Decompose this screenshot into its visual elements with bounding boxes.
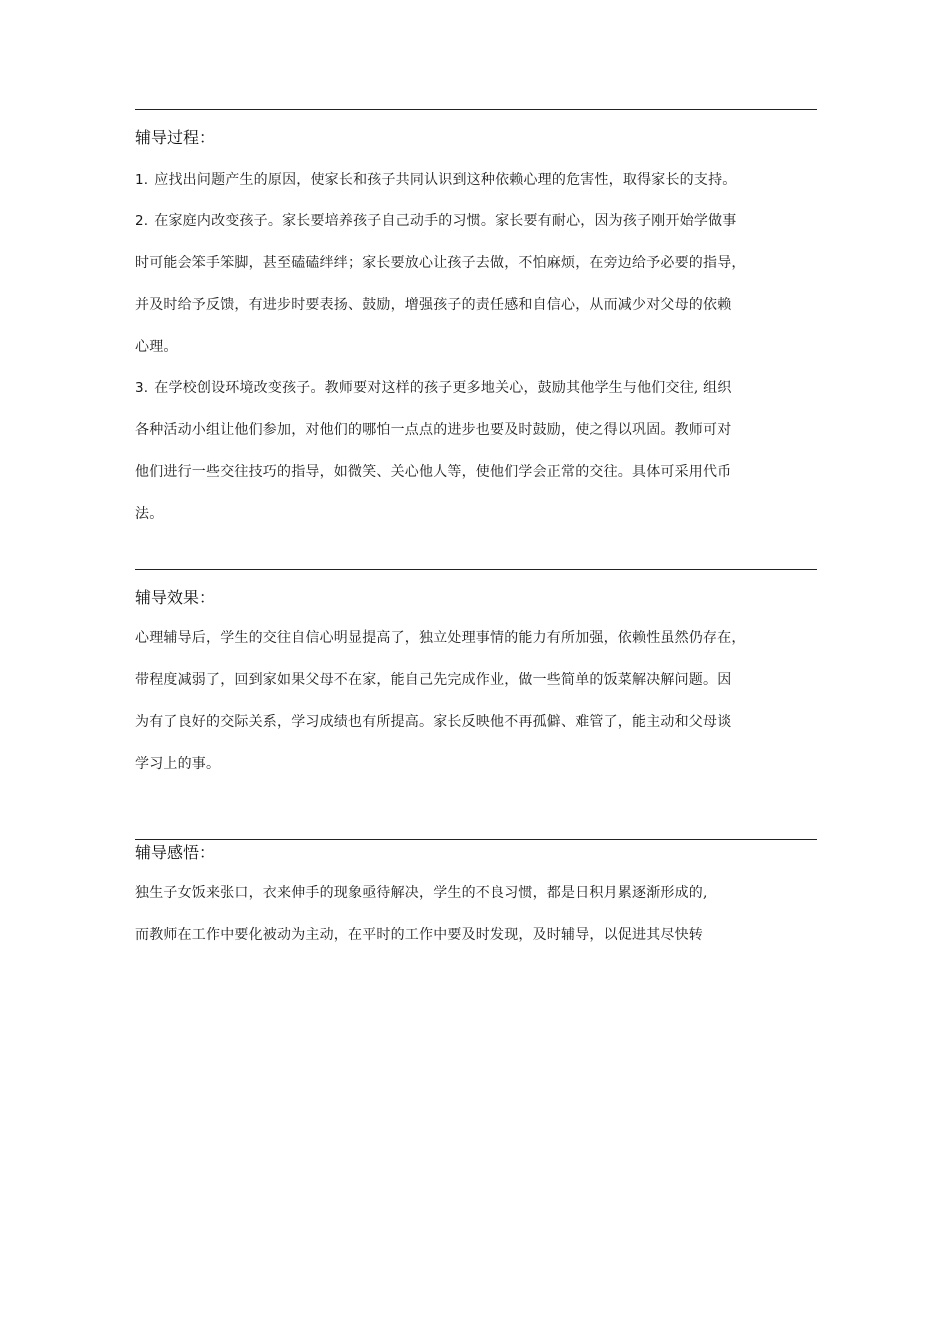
- effect-line-2: 带程度减弱了，回到家如果父母不在家，能自己先完成作业，做一些简单的饭菜解决解问题。因: [135, 672, 732, 688]
- process-item-2-line-3: 并及时给予反馈，有进步时要表扬、鼓励，增强孩子的责任感和自信心，从而减少对父母的依赖: [135, 297, 732, 313]
- section-divider-insight: [135, 839, 817, 840]
- process-item-3-line-3: 他们进行一些交往技巧的指导，如微笑、关心他人等，使他们学会正常的交往。具体可采用代币: [135, 464, 732, 480]
- section-heading-process: 辅导过程：: [135, 128, 216, 147]
- process-item-3-line-1: 3. 在学校创设环境改变孩子。教师要对这样的孩子更多地关心，鼓励其他学生与他们交往, 组织: [135, 380, 732, 396]
- section-heading-effect: 辅导效果：: [135, 588, 216, 607]
- effect-line-1: 心理辅导后，学生的交往自信心明显提高了，独立处理事情的能力有所加强，依赖性虽然仍存在，: [135, 630, 746, 646]
- insight-line-2: 而教师在工作中要化被动为主动，在平时的工作中要及时发现，及时辅导，以促进其尽快转: [135, 927, 703, 943]
- effect-line-4: 学习上的事。: [135, 756, 221, 772]
- process-item-2-line-4: 心理。: [135, 339, 178, 355]
- process-item-3: [135, 367, 817, 535]
- process-item-1-number: 1.: [135, 172, 149, 188]
- insight-line-1: 独生子女饭来张口，衣来伸手的现象亟待解决，学生的不良习惯，都是日积月累逐渐形成的,: [135, 885, 708, 901]
- process-item-3-line-2: 各种活动小组让他们参加，对他们的哪怕一点点的进步也要及时鼓励，使之得以巩固。教师可对: [135, 422, 732, 438]
- process-item-1-line: 1. 应找出问题产生的原因，使家长和孩子共同认识到这种依赖心理的危害性，取得家长的支持。: [135, 172, 737, 188]
- effect-line-3: 为有了良好的交际关系，学习成绩也有所提高。家长反映他不再孤僻、难管了，能主动和父母谈: [135, 714, 732, 730]
- section-heading-insight: 辅导感悟：: [135, 843, 216, 862]
- process-item-2: [135, 200, 817, 368]
- section-divider-process: [135, 109, 817, 110]
- effect-paragraph: [135, 617, 817, 785]
- process-item-2-line-1: 2. 在家庭内改变孩子。家长要培养孩子自己动手的习惯。家长要有耐心，因为孩子刚开始学做事: [135, 213, 737, 229]
- process-item-1: [135, 159, 817, 201]
- process-item-2-number: 2.: [135, 213, 149, 229]
- section-divider-effect: [135, 569, 817, 570]
- process-item-2-line-2: 时可能会笨手笨脚，甚至磕磕绊绊；家长要放心让孩子去做，不怕麻烦，在旁边给予必要的指导，: [135, 255, 746, 271]
- process-item-3-number: 3.: [135, 380, 149, 396]
- process-item-3-line-4: 法。: [135, 506, 164, 522]
- insight-paragraph: [135, 872, 817, 956]
